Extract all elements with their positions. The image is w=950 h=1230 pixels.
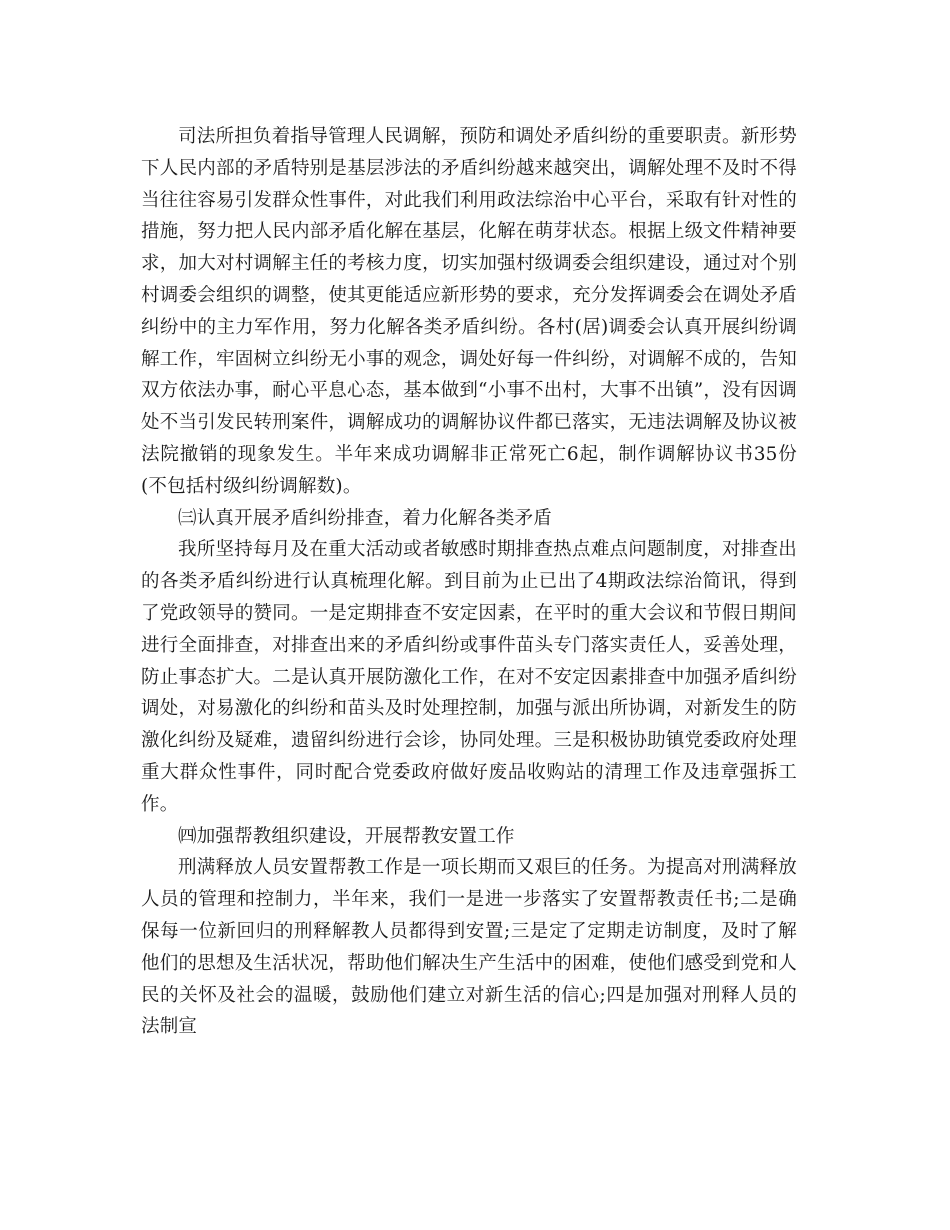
paragraph-mediation-duties: 司法所担负着指导管理人民调解，预防和调处矛盾纠纷的重要职责。新形势下人民内部的矛盾特别是基层涉法的矛盾纠纷越来越突出，调解处理不及时不得当往往容易引发群众性事件，对此我们利用政法综治中心平台，采取有针对性的措施，努力把人民内部矛盾化解在基层，化解在萌芽状态。根据上级文件精神要求，加大对村调解主任的考核力度，切实加强村级调委会组织建设，通过对个别村调委会组织的调整，使其更能适应新形势的要求，充分发挥调委会在调处矛盾纠纷中的主力军作用，努力化解各类矛盾纠纷。各村(居)调委会认真开展纠纷调解工作，牢固树立纠纷无小事的观念，调处好每一件纠纷，对调解不成的，告知双方依法办事，耐心平息心态，基本做到“小事不出村，大事不出镇”，没有因调处不当引发民转刑案件，调解成功的调解协议件都已落实，无违法调解及协议被法院撤销的现象发生。半年来成功调解非正常死亡6起，制作调解协议书35份(不包括村级纠纷调解数)。 bbox=[141, 126, 797, 497]
document-body bbox=[141, 121, 797, 1043]
section-heading-dispute-screening: ㈢认真开展矛盾纠纷排查，着力化解各类矛盾 bbox=[178, 507, 553, 529]
paragraph-dispute-screening: 我所坚持每月及在重大活动或者敏感时期排查热点难点问题制度，对排查出的各类矛盾纠纷进行认真梳理化解。到目前为止已出了4期政法综治简讯，得到了党政领导的赞同。一是定期排查不安定因素，在平时的重大会议和节假日期间进行全面排查，对排查出来的矛盾纠纷或事件苗头专门落实责任人，妥善处理，防止事态扩大。二是认真开展防激化工作，在对不安定因素排查中加强矛盾纠纷调处，对易激化的纠纷和苗头及时处理控制，加强与派出所协调，对新发生的防激化纠纷及疑难，遗留纠纷进行会诊，协同处理。三是积极协助镇党委政府处理重大群众性事件，同时配合党委政府做好废品收购站的清理工作及违章强拆工作。 bbox=[141, 539, 797, 815]
paragraph-rehabilitation: 刑满释放人员安置帮教工作是一项长期而又艰巨的任务。为提高对刑满释放人员的管理和控制力，半年来，我们一是进一步落实了安置帮教责任书;二是确保每一位新回归的刑释解教人员都得到安置;三是定了定期走访制度，及时了解他们的思想及生活状况，帮助他们解决生产生活中的困难，使他们感受到党和人民的关怀及社会的温暖，鼓励他们建立对新生活的信心;四是加强对刑释人员的法制宣 bbox=[141, 857, 797, 1038]
section-heading-rehabilitation: ㈣加强帮教组织建设，开展帮教安置工作 bbox=[178, 825, 515, 847]
